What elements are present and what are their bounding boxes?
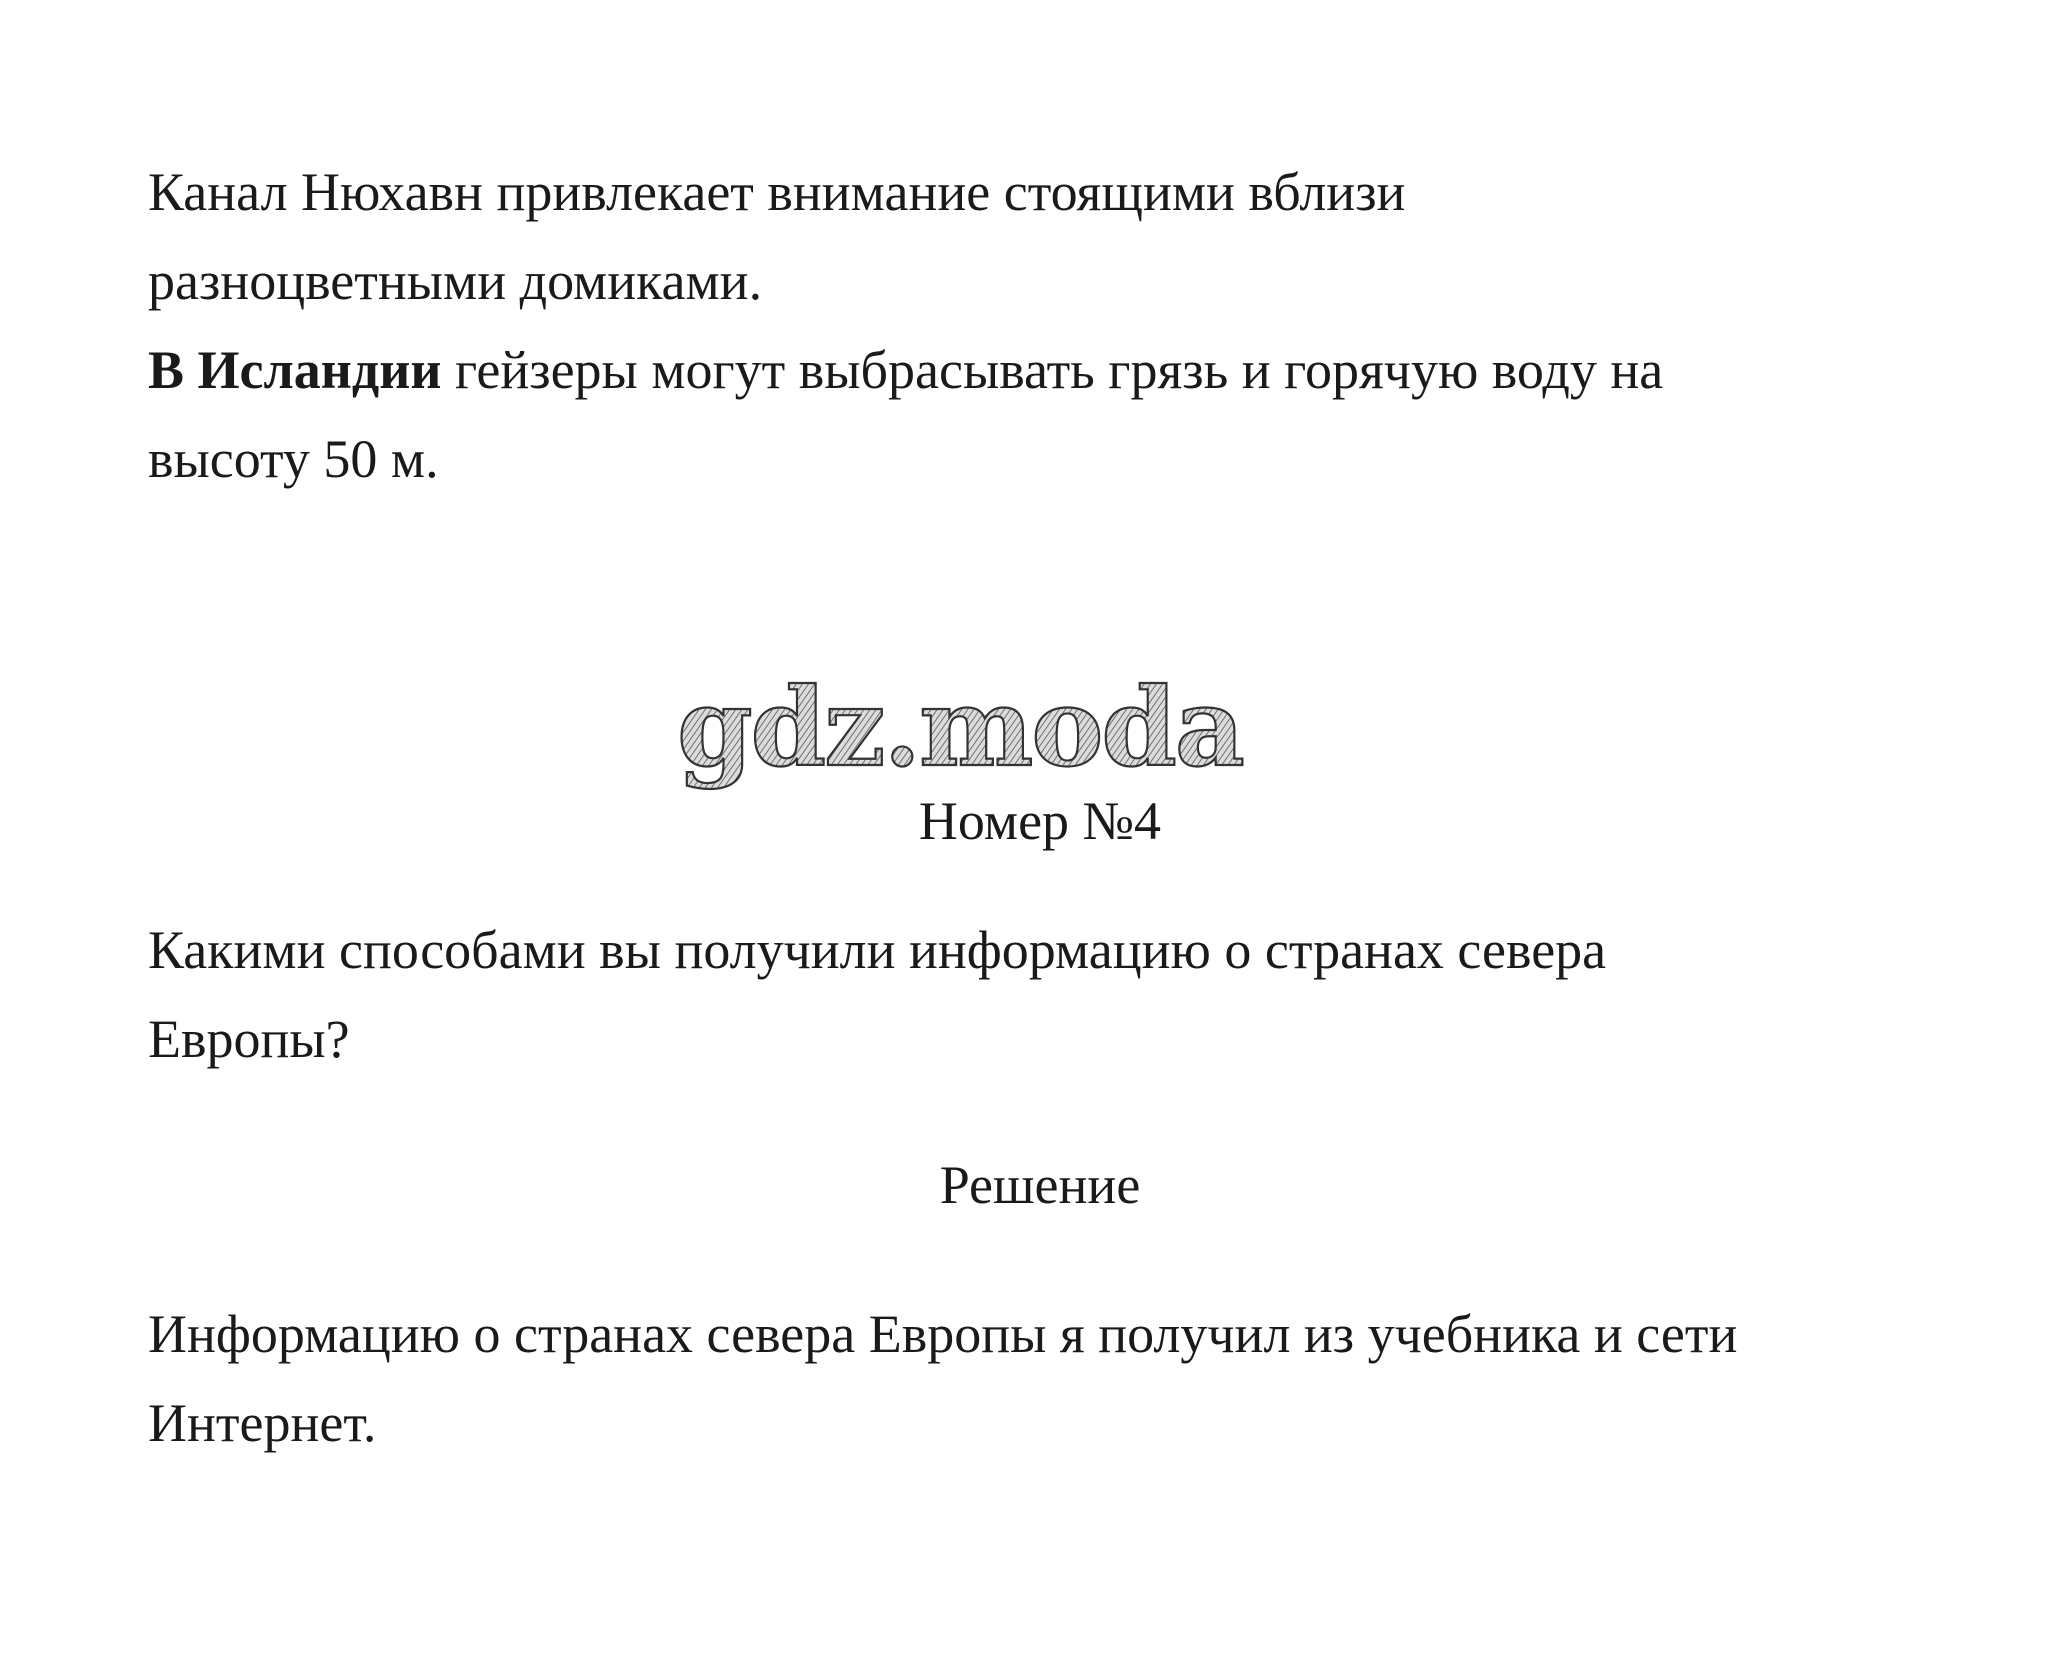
question-text bbox=[148, 906, 1606, 1084]
question-line2: Европы? bbox=[148, 1009, 350, 1069]
paragraph-nyhavn-line1: Канал Нюхавн привлекает внимание стоящими вблизи bbox=[148, 162, 1406, 222]
paragraph-nyhavn-line2: разноцветными домиками. bbox=[148, 251, 763, 311]
solution-heading: Решение bbox=[939, 1155, 1141, 1215]
exercise-number-heading: Номер №4 bbox=[918, 791, 1162, 851]
watermark-logo bbox=[660, 660, 1260, 800]
watermark-svg bbox=[660, 660, 1260, 800]
question-line1: Какими способами вы получили информацию о странах севера bbox=[148, 920, 1607, 980]
paragraph-iceland-bold: В Исландии bbox=[148, 340, 442, 400]
paragraph-iceland-line1: гейзеры могут выбрасывать грязь и горячую воду на bbox=[441, 340, 1664, 400]
answer-line1: Информацию о странах севера Европы я получил из учебника и сети bbox=[148, 1304, 1738, 1364]
answer-text bbox=[148, 1290, 1737, 1468]
watermark-text: gdz.moda bbox=[677, 665, 1243, 791]
paragraph-iceland-line2: высоту 50 м. bbox=[148, 429, 439, 489]
paragraph-nyhavn bbox=[148, 148, 1405, 326]
paragraph-iceland bbox=[148, 326, 1663, 504]
answer-line2: Интернет. bbox=[148, 1393, 377, 1453]
